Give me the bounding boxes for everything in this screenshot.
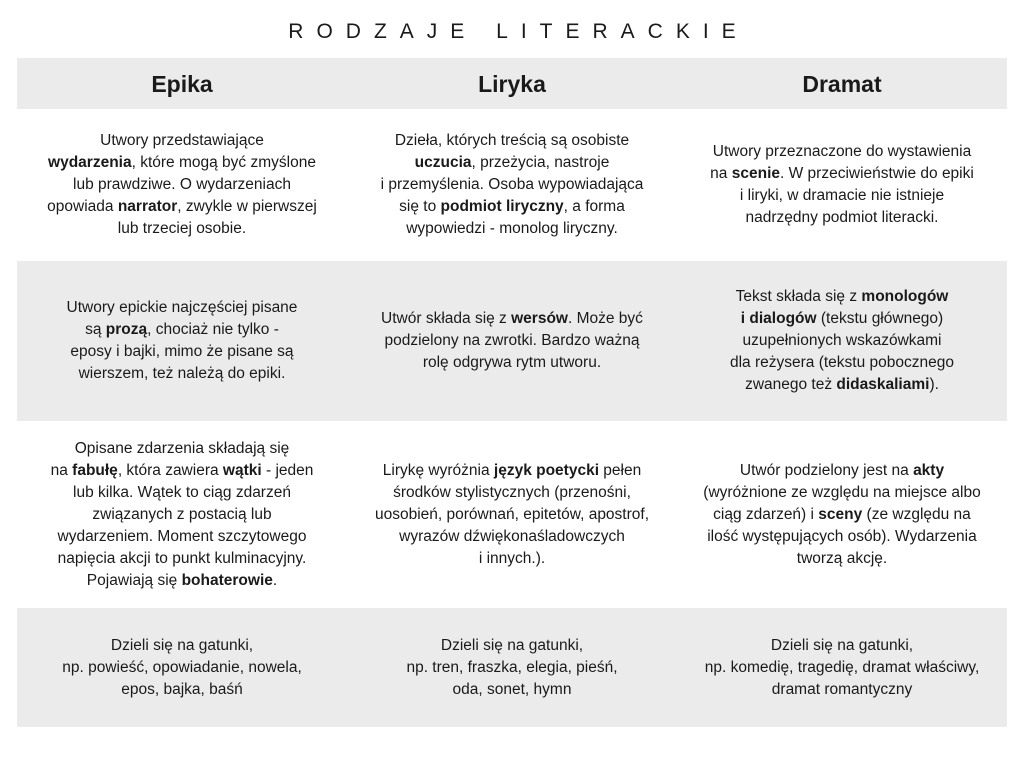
- table-cell-dramat: [677, 421, 1007, 608]
- table-header-row: [17, 58, 1007, 109]
- table-cell-dramat: [677, 261, 1007, 421]
- text-run: wyrazów dźwiękonaśladowczych: [399, 527, 625, 545]
- bold-term: język poetycki: [493, 461, 599, 479]
- bold-term: bohaterowie: [181, 571, 273, 589]
- text-run: uzupełnionych wskazówkami: [742, 332, 942, 349]
- cell-text-line: [67, 341, 298, 363]
- bold-term: monologów: [861, 288, 949, 305]
- text-run: tworzą akcję.: [796, 549, 888, 567]
- text-run: wypowiedzi - monolog liryczny.: [406, 220, 618, 237]
- text-run: podzielony na zwrotki. Bardzo ważną: [384, 332, 640, 349]
- cell-text: [710, 141, 974, 229]
- literary-genres-table: [17, 58, 1007, 727]
- text-run: ilość występujących osób). Wydarzenia: [707, 527, 977, 545]
- text-run: lub prawdziwe. O wydarzeniach: [73, 176, 291, 193]
- table-cell-dramat: [677, 608, 1007, 727]
- cell-text-line: [406, 679, 617, 701]
- table-row: [17, 261, 1007, 421]
- table-cell-dramat: [677, 109, 1007, 261]
- cell-text-line: [406, 635, 617, 657]
- cell-text: [51, 438, 314, 592]
- cell-text-line: [51, 438, 314, 460]
- text-run: wierszem, też należą do epiki.: [78, 365, 286, 382]
- table-cell-liryka: [347, 421, 677, 608]
- text-run: i liryki, w dramacie nie istnieje: [739, 187, 945, 204]
- bold-term: akty: [913, 461, 945, 479]
- cell-text-line: [730, 352, 954, 374]
- cell-text: [703, 460, 980, 570]
- cell-text-line: [703, 460, 980, 482]
- bold-term: scenie: [731, 165, 780, 182]
- text-run: Tekst składa się z: [735, 288, 862, 305]
- text-run: się to: [399, 198, 441, 215]
- text-run: Utwór podzielony jest na: [739, 461, 914, 479]
- cell-text-line: [381, 152, 644, 174]
- table-row: [17, 421, 1007, 608]
- cell-text-line: [67, 297, 298, 319]
- text-run: dla reżysera (tekstu pobocznego: [729, 354, 955, 371]
- text-run: wydarzeniem. Moment szczytowego: [57, 527, 307, 545]
- cell-text-line: [67, 363, 298, 385]
- cell-text: [730, 286, 954, 396]
- cell-text-line: [375, 526, 649, 548]
- text-run: i przemyślenia. Osoba wypowiadająca: [380, 176, 644, 193]
- text-run: na: [50, 461, 73, 479]
- bold-term: sceny: [818, 505, 863, 523]
- bold-term: podmiot liryczny: [440, 198, 564, 215]
- text-run: Opisane zdarzenia składają się: [74, 439, 290, 457]
- table-row: [17, 608, 1007, 727]
- text-run: . W przeciwieństwie do epiki: [780, 165, 974, 182]
- table-cell-liryka: [347, 608, 677, 727]
- text-run: Pojawiają się: [86, 571, 182, 589]
- cell-text-line: [381, 130, 644, 152]
- bold-term: didaskaliami: [836, 376, 930, 393]
- bold-term: wersów: [511, 310, 568, 327]
- cell-text-line: [730, 286, 954, 308]
- cell-text-line: [703, 504, 980, 526]
- table-cell-epika: [17, 421, 347, 608]
- text-run: zwanego też: [745, 376, 837, 393]
- text-run: dramat romantyczny: [771, 680, 913, 698]
- text-run: .: [272, 571, 278, 589]
- bold-term: uczucia: [414, 154, 472, 171]
- text-run: pełen: [599, 461, 642, 479]
- text-run: lub kilka. Wątek to ciąg zdarzeń: [73, 483, 291, 501]
- cell-text-line: [51, 460, 314, 482]
- table-cell-epika: [17, 109, 347, 261]
- text-run: Dzieli się na gatunki,: [440, 636, 584, 654]
- cell-text-line: [51, 526, 314, 548]
- cell-text-line: [47, 218, 317, 240]
- text-run: Dzieli się na gatunki,: [110, 636, 254, 654]
- text-run: , przeżycia, nastroje: [471, 154, 610, 171]
- cell-text-line: [375, 548, 649, 570]
- text-run: (ze względu na: [862, 505, 971, 523]
- text-run: ciąg zdarzeń) i: [713, 505, 819, 523]
- text-run: Utwór składa się z: [381, 310, 512, 327]
- text-run: opowiada: [47, 198, 118, 215]
- bold-term: wydarzenia: [48, 154, 132, 171]
- cell-text: [381, 308, 643, 374]
- text-run: napięcia akcji to punkt kulminacyjny.: [57, 549, 307, 567]
- cell-text-line: [705, 679, 980, 701]
- cell-text-line: [67, 319, 298, 341]
- text-run: - jeden: [261, 461, 314, 479]
- cell-text-line: [381, 352, 643, 374]
- cell-text-line: [47, 130, 317, 152]
- text-run: np. komedię, tragedię, dramat właściwy,: [704, 658, 980, 676]
- text-run: nadrzędny podmiot literacki.: [745, 209, 939, 226]
- cell-text-line: [381, 218, 644, 240]
- bold-term: fabułę: [72, 461, 118, 479]
- cell-text-line: [47, 196, 317, 218]
- cell-text: [62, 635, 302, 701]
- cell-text-line: [710, 207, 974, 229]
- text-run: epos, bajka, baśń: [121, 680, 243, 698]
- cell-text-line: [406, 657, 617, 679]
- text-run: , zwykle w pierwszej: [177, 198, 317, 215]
- text-run: lub trzeciej osobie.: [117, 220, 247, 237]
- cell-text: [406, 635, 617, 701]
- cell-text-line: [381, 196, 644, 218]
- cell-text: [47, 130, 317, 240]
- cell-text-line: [375, 504, 649, 526]
- bold-term: wątki: [222, 461, 262, 479]
- cell-text: [381, 130, 644, 240]
- text-run: rolę odgrywa rytm utworu.: [422, 354, 602, 371]
- text-run: (wyróżnione ze względu na miejsce albo: [703, 483, 981, 501]
- table-cell-epika: [17, 261, 347, 421]
- text-run: Dzieli się na gatunki,: [770, 636, 914, 654]
- text-run: np. powieść, opowiadanie, nowela,: [62, 658, 302, 676]
- text-run: Dzieła, których treścią są osobiste: [394, 132, 630, 149]
- cell-text-line: [47, 174, 317, 196]
- text-run: na: [710, 165, 732, 182]
- text-run: i innych.).: [478, 549, 546, 567]
- text-run: ).: [929, 376, 939, 393]
- cell-text-line: [62, 635, 302, 657]
- cell-text-line: [51, 504, 314, 526]
- cell-text-line: [375, 460, 649, 482]
- page-title: RODZAJE LITERACKIE: [288, 20, 749, 43]
- text-run: są: [85, 321, 106, 338]
- cell-text-line: [710, 141, 974, 163]
- column-header-epika: Epika: [151, 70, 213, 97]
- cell-text-line: [703, 548, 980, 570]
- cell-text-line: [730, 308, 954, 330]
- table-cell-liryka: [347, 261, 677, 421]
- text-run: (tekstu głównego): [816, 310, 944, 327]
- text-run: Utwory przedstawiające: [100, 132, 264, 149]
- cell-text-line: [703, 482, 980, 504]
- text-run: uosobień, porównań, epitetów, apostrof,: [374, 505, 650, 523]
- cell-text-line: [730, 374, 954, 396]
- text-run: , chociaż nie tylko -: [147, 321, 279, 338]
- text-run: związanych z postacią lub: [92, 505, 272, 523]
- cell-text: [705, 635, 980, 701]
- cell-text-line: [703, 526, 980, 548]
- cell-text: [375, 460, 649, 570]
- table-row: [17, 109, 1007, 261]
- cell-text-line: [381, 174, 644, 196]
- bold-term: i dialogów: [740, 310, 817, 327]
- bold-term: prozą: [105, 321, 148, 338]
- cell-text-line: [62, 679, 302, 701]
- text-run: eposy i bajki, mimo że pisane są: [70, 343, 294, 360]
- cell-text-line: [51, 482, 314, 504]
- cell-text-line: [710, 163, 974, 185]
- text-run: , a forma: [563, 198, 625, 215]
- column-header-dramat: Dramat: [802, 70, 882, 97]
- text-run: , które mogą być zmyślone: [131, 154, 316, 171]
- cell-text-line: [51, 548, 314, 570]
- bold-term: narrator: [117, 198, 178, 215]
- cell-text-line: [705, 635, 980, 657]
- text-run: , która zawiera: [117, 461, 223, 479]
- cell-text-line: [705, 657, 980, 679]
- text-run: np. tren, fraszka, elegia, pieśń,: [406, 658, 618, 676]
- text-run: Utwory przeznaczone do wystawienia: [712, 143, 972, 160]
- text-run: . Może być: [567, 310, 643, 327]
- text-run: Utwory epickie najczęściej pisane: [66, 299, 298, 316]
- cell-text-line: [381, 330, 643, 352]
- column-header-liryka: Liryka: [478, 70, 546, 97]
- table-cell-epika: [17, 608, 347, 727]
- cell-text-line: [47, 152, 317, 174]
- text-run: środków stylistycznych (przenośni,: [393, 483, 631, 501]
- table-cell-liryka: [347, 109, 677, 261]
- cell-text-line: [62, 657, 302, 679]
- cell-text-line: [381, 308, 643, 330]
- cell-text-line: [710, 185, 974, 207]
- cell-text: [67, 297, 298, 385]
- cell-text-line: [730, 330, 954, 352]
- cell-text-line: [51, 570, 314, 592]
- text-run: oda, sonet, hymn: [452, 680, 572, 698]
- text-run: Lirykę wyróżnia: [382, 461, 494, 479]
- cell-text-line: [375, 482, 649, 504]
